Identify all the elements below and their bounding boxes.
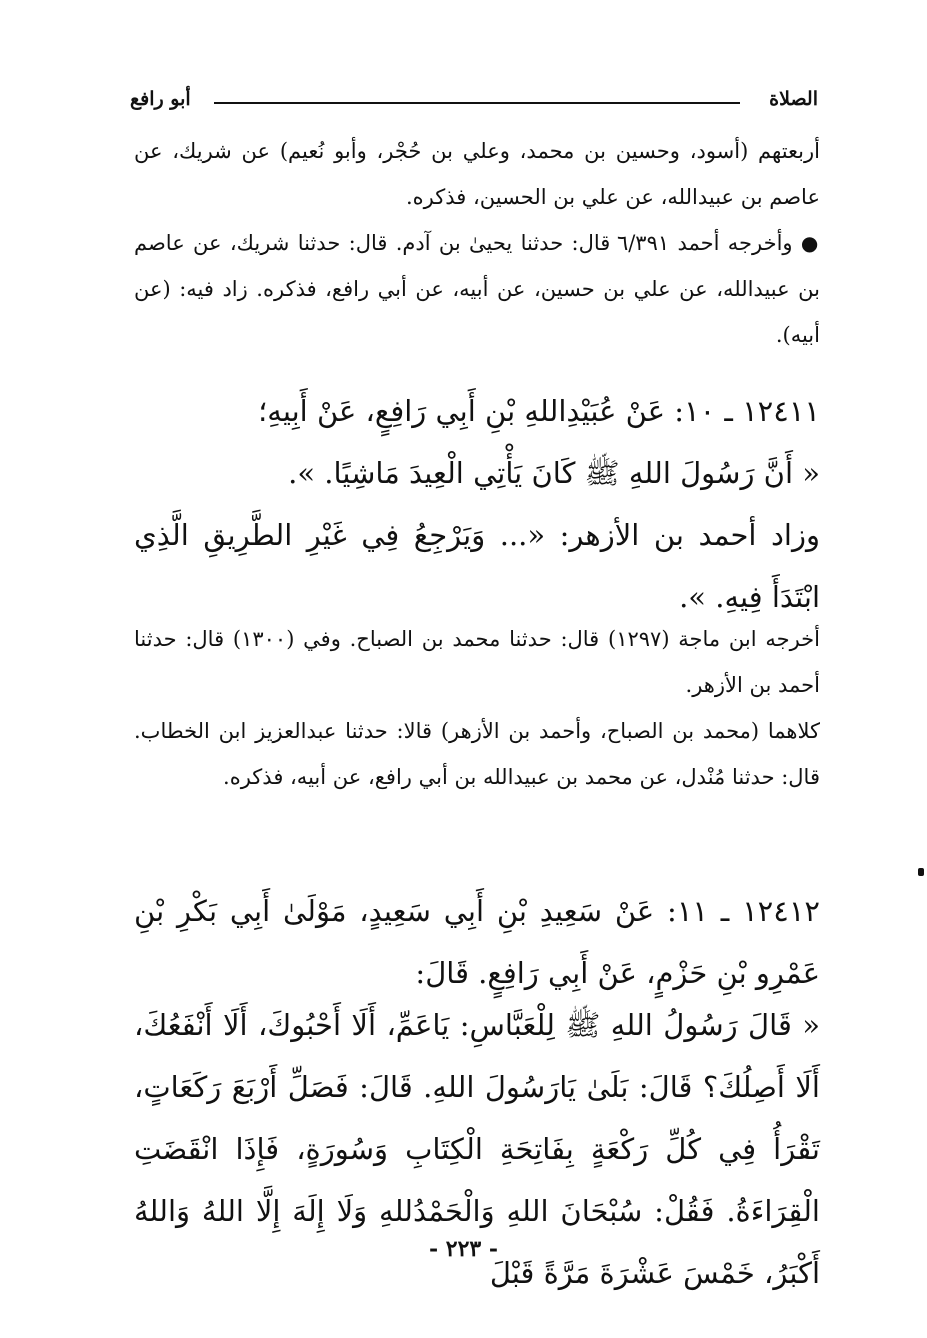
chapter-title: أبو رافع	[130, 88, 191, 110]
bullet-icon: ●	[800, 231, 820, 255]
takhrij-ibn-majah: أخرجه ابن ماجة (١٢٩٧) قال: حدثنا محمد بن الصباح. وفي (١٣٠٠) قال: حدثنا أحمد بن الأزهر.	[134, 627, 820, 697]
hadith-12411-matn: « أَنَّ رَسُولَ اللهِ ﷺ كَانَ يَأْتِي الْعِيدَ مَاشِيًا. ».	[288, 456, 820, 490]
hadith-12411-isnad: ١٢٤١١ ـ ١٠: عَنْ عُبَيْدِاللهِ بْنِ أَبِي رَافِعٍ، عَنْ أَبِيهِ؛	[258, 394, 820, 428]
page-number: - ٢٢٣ -	[428, 1236, 499, 1262]
hadith-12412-matn: « قَالَ رَسُولُ اللهِ ﷺ لِلْعَبَّاسِ: يَاعَمِّ، أَلَا أَحْبُوكَ، أَلَا أَنْفَعُكَ، أَلَا أَصِلُكَ؟ قَالَ: بَلَىٰ يَارَسُولَ اللهِ. قَالَ: فَصَلِّ أَرْبَعَ رَكَعَاتٍ، تَقْرَأُ فِي كُلِّ رَكْعَةٍ بِفَاتِحَةِ الْكِتَابِ وَسُورَةٍ، فَإِذَا انْقَضَتِ الْقِرَاءَةُ. فَقُلْ: سُبْحَانَ اللهِ وَالْحَمْدُللهِ وَلَا إِلَهَ إِلَّا اللهُ وَاللهُ أَكْبَرُ، خَمْسَ عَشْرَةَ مَرَّةً قَبْلَ	[134, 1008, 820, 1290]
hadith-12411-addition: وزاد أحمد بن الأزهر: «... وَيَرْجِعُ فِي غَيْرِ الطَّرِيقِ الَّذِي ابْتَدَأَ فِيهِ. ».	[134, 518, 820, 614]
takhrij-ahmad-text: وأخرجه أحمد ٦/٣٩١ قال: حدثنا يحيىٰ بن آدم. قال: حدثنا شريك، عن عاصم بن عبيدالله، عن علي بن حسين، عن أبيه، عن أبي رافع، فذكره. زاد فيه: (عن أبيه).	[134, 231, 820, 347]
section-title: الصلاة	[769, 88, 818, 110]
narrators-paragraph: أربعتهم (أسود، وحسين بن محمد، وعلي بن حُجْر، وأبو نُعيم) عن شريك، عن عاصم بن عبيدالله، عن علي بن الحسين، فذكره.	[134, 139, 820, 209]
running-header	[130, 88, 818, 114]
hadith-12412-isnad: ١٢٤١٢ ـ ١١: عَنْ سَعِيدِ بْنِ أَبِي سَعِيدٍ، مَوْلَىٰ أَبِي بَكْرِ بْنِ عَمْرِو بْنِ حَزْمٍ، عَنْ أَبِي رَافِعٍ. قَالَ:	[134, 894, 820, 990]
takhrij-both-narrators: كلاهما (محمد بن الصباح، وأحمد بن الأزهر) قالا: حدثنا عبدالعزيز ابن الخطاب. قال: حدثنا مُنْدل، عن محمد بن عبيدالله بن أبي رافع، عن أبيه، فذكره.	[134, 719, 820, 789]
header-rule	[214, 102, 740, 104]
takhrij-ahmad-paragraph	[134, 220, 820, 358]
margin-mark	[918, 868, 924, 876]
